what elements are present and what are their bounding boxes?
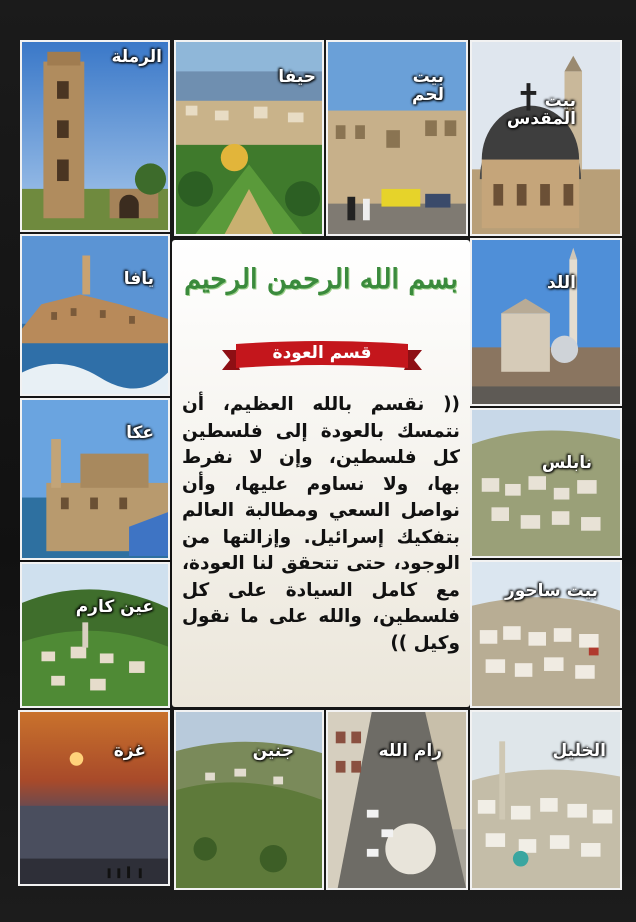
label-jerusalem: بيت المقدس xyxy=(506,91,576,129)
label-ein-karem: عين كارم xyxy=(75,597,154,617)
label-hebron: الخليل xyxy=(552,741,606,761)
basmala-calligraphy: بسم الله الرحمن الرحيم xyxy=(184,264,458,295)
jenin-valley-photo xyxy=(176,712,322,888)
label-lydda: اللد xyxy=(547,273,576,293)
jerusalem-dome-photo xyxy=(472,42,620,234)
label-nablus: نابلس xyxy=(541,453,592,473)
label-haifa: حيفا xyxy=(278,67,316,87)
label-ramla: الرملة xyxy=(111,47,162,67)
oath-text: (( نقسم بالله العظيم، أن نتمسك بالعودة إلى فلسطين كل فلسطين، وإن لا نفرط بها، ولا نساوم عليها، وأن نواصل السعي ومطالبة العالم بتفكيك إسرائيل. وإزالتها من الوجود، حتى تتحقق لنا العودة، مع كامل السيادة على كل فلسطين، والله على ما نقول وكيل )) xyxy=(182,394,460,654)
hebron-city-photo xyxy=(472,712,620,888)
ribbon-title: قسم العودة xyxy=(272,343,372,363)
tile-lydda xyxy=(470,238,622,406)
ein-karem-village-photo xyxy=(22,564,168,706)
ramla-tower-photo xyxy=(22,42,168,230)
tile-gaza xyxy=(18,710,170,886)
tile-hebron xyxy=(470,710,622,890)
lydda-mosque-photo xyxy=(472,240,620,404)
label-ramallah: رام الله xyxy=(378,741,442,761)
label-bethlehem: بيت لحم xyxy=(412,67,444,105)
tile-nablus xyxy=(470,408,622,558)
tile-jaffa xyxy=(20,234,170,396)
label-jenin: جنين xyxy=(252,741,294,761)
tile-jerusalem xyxy=(470,40,622,236)
label-gaza: غزة xyxy=(113,741,146,761)
tile-haifa xyxy=(174,40,324,236)
tile-ein-karem xyxy=(20,562,170,708)
ribbon-title-wrap xyxy=(222,340,422,376)
gaza-sunset-photo xyxy=(20,712,168,884)
tile-beit-sahour xyxy=(470,560,622,708)
bethlehem-street-photo xyxy=(328,42,466,234)
tile-ramla xyxy=(20,40,170,232)
label-acre: عكا xyxy=(126,423,154,443)
tile-bethlehem xyxy=(326,40,468,236)
jaffa-coast-photo xyxy=(22,236,168,394)
nablus-city-photo xyxy=(472,410,620,556)
oath-panel xyxy=(172,240,470,707)
tile-acre xyxy=(20,398,170,560)
tile-ramallah xyxy=(326,710,468,890)
label-jaffa: يافا xyxy=(123,269,154,289)
tile-jenin xyxy=(174,710,324,890)
ramallah-square-photo xyxy=(328,712,466,888)
label-beit-sahour: بيت ساحور xyxy=(504,581,598,601)
